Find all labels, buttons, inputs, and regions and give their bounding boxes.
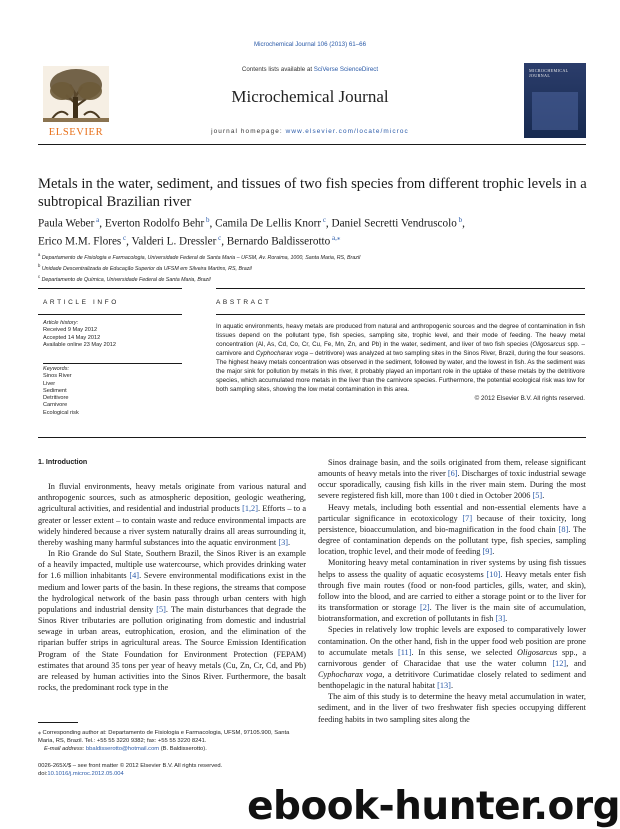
homepage-prefix: journal homepage: (211, 128, 286, 135)
author-affiliation-mark[interactable]: a (94, 216, 100, 224)
author-name[interactable]: , Valderi L. Dressler (126, 235, 217, 248)
reference-link[interactable]: [7] (462, 513, 473, 523)
section-heading-introduction: 1. Introduction (38, 458, 88, 466)
reference-link[interactable]: [9] (482, 547, 493, 557)
author-name[interactable]: , Bernardo Baldisserotto (221, 235, 331, 248)
reference-link[interactable]: [2] (419, 603, 430, 613)
cover-title-text: MICROCHEMICAL JOURNAL (529, 68, 569, 78)
front-matter (38, 762, 306, 778)
email-label: E-mail address: (44, 746, 85, 752)
author-name[interactable]: , Daniel Secretti Vendruscolo (325, 217, 457, 230)
reference-link[interactable]: [1,2] (242, 504, 258, 514)
species-name: Oligosarcus (517, 647, 558, 657)
keywords-rule (43, 363, 182, 364)
body-paragraph (318, 624, 586, 691)
body-text: spp., a carnivorous gender of Characidae that use the water column (318, 647, 586, 668)
body-text: . (450, 681, 454, 691)
reference-link[interactable]: [13] (437, 681, 451, 691)
reference-link[interactable]: [3] (278, 537, 289, 547)
body-paragraph (318, 691, 586, 724)
body-paragraph (38, 481, 306, 548)
article-history (43, 320, 183, 349)
body-text: . In this sense, we selected (411, 647, 517, 657)
body-column-right (318, 457, 586, 725)
abstract-body (216, 323, 585, 393)
body-text: . (288, 537, 291, 547)
affiliation-list (38, 251, 588, 284)
author-line-2 (38, 231, 588, 249)
reference-link[interactable]: [3] (495, 614, 506, 624)
left-paragraphs (38, 481, 306, 693)
body-text: . Discharges of toxic industrial sewage occur sporadically, causing fish kills in the river main stem. During the most severe registered fish kill, more than 100 t died in October 2006 (318, 469, 586, 501)
author-affiliation-mark[interactable]: b (204, 216, 210, 224)
author-name[interactable]: , Everton Rodolfo Behr (99, 217, 205, 230)
keywords-block (43, 366, 183, 417)
body-text: Heavy metals, including both essential and non-essential elements have a particular significance in ecotoxicology (318, 502, 586, 523)
affiliation-mark: b (38, 262, 41, 268)
abstract-segment: In aquatic environments, heavy metals are produced from natural and anthropogenic sources and the degree of contamination in fish tissues depend on the pollutant type, fish species, sampling site, trophic level, and their mode of feeding. The heavy metal concentration (Al, As, Cd, Co, Cr, Cu, Fe, Mn, Zn, and Pb) in the water, sediment, and liver of two fish species ( (216, 323, 585, 349)
keyword-item: Carnivore (43, 402, 68, 409)
species-name: Cyphocharax voga (255, 350, 308, 358)
reference-link[interactable]: [5] (156, 604, 166, 614)
history-item: Available online 23 May 2012 (43, 341, 116, 348)
reference-link[interactable]: [5] (532, 491, 543, 501)
body-text: Monitoring heavy metal contamination in river systems by using fish tissues helps to assess the quality of aquatic ecosystems (318, 558, 586, 579)
email-suffix: (B. Baldisserotto). (159, 746, 207, 752)
body-text: , and (566, 658, 586, 668)
body-paragraph (318, 557, 586, 624)
author-name[interactable]: Paula Weber (38, 217, 95, 230)
abstract-rule-2 (216, 314, 585, 315)
contents-prefix: Contents lists available at (241, 66, 314, 73)
body-text: . Heavy metals enter fish through five main routes (food or non-food particles, gills, water, and skin), follow into the blood, and are carried to either a storage point or to the liver for its transformation or storage (318, 569, 586, 613)
keywords-label: Keywords: (43, 366, 70, 372)
body-paragraph (318, 502, 586, 558)
body-text: . (542, 491, 545, 501)
species-name: Oligosarcus (532, 341, 566, 349)
body-text: . Severe environmental modifications exist in the medium and lower parts of the basin. In these regions, the streams that compose the hydrological network of the basin pass through urban centers with high populations and industrial density (38, 571, 306, 614)
affiliation-text: Departamento de Fisiologia e Farmacologia, Universidade Federal de Santa Maria – UFSM, Av. Roraima, 1000, Santa Maria, RS, Brazil (40, 254, 361, 261)
body-text: In fluvial environments, heavy metals originate from various natural and anthropogenic sources, such as atmospheric deposition, geologic weathering, agricultural activities, and residential and industrial products (38, 482, 306, 514)
keyword-item: Detritivore (43, 395, 69, 402)
history-item: Accepted 14 May 2012 (43, 334, 101, 341)
article-info-rule-2 (38, 314, 182, 315)
issn-line: 0026-265X/$ – see front matter © 2012 Elsevier B.V. All rights reserved. (38, 763, 223, 769)
author-affiliation-mark[interactable]: c (121, 234, 127, 243)
affiliation-item (38, 273, 588, 284)
body-text: . The degree of contamination depends on the pollutant type, fish species, sampling location, trophic level, and their mode of feeding (318, 524, 586, 557)
author-affiliation-mark[interactable]: b (456, 216, 463, 224)
body-text: Species in relatively low trophic levels are exposed to comparatively lower contamination. On the other hand, fish in the upper food web position are prone to accumulate metals (318, 625, 586, 657)
keyword-item: Ecological risk (43, 409, 79, 416)
author-affiliation-mark[interactable]: c (321, 216, 326, 224)
body-text: because of their toxicity, long persistence, bioaccumulation, and bio-magnification in the food chain (318, 513, 586, 534)
footnote-rule (38, 722, 78, 723)
article-info-heading: ARTICLE INFO (43, 299, 119, 306)
author-name[interactable]: , Camila De Lellis Knorr (209, 217, 322, 230)
doi-link[interactable]: 10.1016/j.microc.2012.05.004 (47, 771, 124, 777)
author-name[interactable]: Erico M.M. Flores (38, 235, 122, 248)
body-text: . The main disturbances that degrade the Sinos River tributaries are pollution originating from domestic and industrial sewage in urban areas, eutrophication, erosion, and the elimination of the riparian buffer strips in agricultural areas. The Source Emission Identification Program of the State Foundation for Environment Protection (FEPAM) estimates that around 35 tons per year of heavy metals (Cu, Zn, Cr, Cd, and Pb) are released by human activities into the Sinos River. Furthermore, the basalt rocks, the predominant rock type in the (38, 604, 306, 692)
abstract-rule (216, 288, 585, 289)
author-affiliation-mark[interactable]: c (216, 234, 222, 243)
cover-graphic (532, 92, 578, 130)
affiliation-text: Departamento de Química, Universidade Federal de Santa Maria, Brazil (40, 276, 211, 283)
article-title: Metals in the water, sediment, and tissues of two fish species from different trophic levels in a subtropical Brazilian river (38, 176, 587, 210)
body-separator-rule (38, 437, 586, 438)
body-text: , a detritivore Curimatidae closely related to sediment and benthopelagic in the natural habitat (318, 669, 586, 691)
author-affiliation-mark[interactable]: a,⁎ (330, 234, 341, 243)
abstract-text (216, 322, 585, 403)
body-column-left (38, 457, 306, 693)
reference-link[interactable]: [10] (486, 569, 501, 579)
history-item: Received 9 May 2012 (43, 327, 98, 334)
body-paragraph (38, 548, 306, 693)
abstract-copyright: © 2012 Elsevier B.V. All rights reserved. (474, 395, 585, 403)
footnote-text: Corresponding author at: Departamento de Fisiologia e Farmacologia, UFSM, 97105.900, Santa Maria, RS, Brazil. Tel.: +55 55 3220 9382; fax: +55 55 3220 8241. (38, 730, 290, 744)
body-text: . The liver is the main site of accumulation, biotransformation, and excretion of pollutants in fish (318, 603, 586, 624)
email-link[interactable]: bbaldisserotto@hotmail.com (85, 746, 160, 752)
body-text: . Efforts – to a greater or lesser extent – to contain waste and reduce environmental impacts are widely hindered because a river system naturally drains all areas surrounding it, thereby washing many harmful substances into the aquatic environment (38, 504, 306, 547)
right-paragraphs (318, 457, 586, 725)
body-text: . (505, 614, 508, 624)
affiliation-item (38, 251, 588, 262)
sciencedirect-link[interactable]: SciVerse ScienceDirect (313, 66, 379, 73)
history-label: Article history: (43, 320, 79, 326)
author-line-1 (38, 213, 588, 231)
journal-citation[interactable]: Microchemical Journal 106 (2013) 61–66 (253, 41, 367, 48)
body-paragraph (318, 457, 586, 502)
homepage-link[interactable]: www.elsevier.com/locate/microc (285, 128, 409, 135)
keyword-item: Sediment (43, 387, 67, 394)
abstract-segment: spp. – carnivore and (216, 341, 585, 358)
author-name[interactable]: , (462, 217, 465, 230)
reference-link[interactable]: [11] (397, 647, 412, 657)
abstract-heading: ABSTRACT (216, 299, 272, 306)
body-text: Sinos drainage basin, and the soils originated from them, release significant amounts of heavy metals into the river (318, 458, 586, 479)
elsevier-wordmark: ELSEVIER (48, 127, 104, 138)
reference-link[interactable]: [4] (129, 571, 140, 581)
journal-title: Microchemical Journal (231, 87, 389, 106)
keyword-item: Sinos River (43, 373, 72, 380)
reference-link[interactable]: [8] (558, 524, 569, 534)
abstract-segment: – detritivore) was analyzed at two sampling sites in the Sinos River, Brazil, during the four seasons. The highest heavy metals concentration was observed in the sediment, followed by water, and the lowest in fish. As the sediment was the major sink for pollution by metals in this river, it probably played an important role in the uptake of these metals by the detritivore species, which accumulated more metals in the liver than the carnivore species. Furthermore, the potential ecological risk was low for both sampling sites, showing the low metal contamination in this area. (216, 350, 585, 394)
species-name: Cyphocharax voga (318, 669, 383, 679)
reference-link[interactable]: [6] (447, 469, 458, 479)
affiliation-item (38, 262, 588, 273)
watermark-text: ebook-hunter.org (247, 784, 620, 829)
affiliation-text: Unidade Descentralizada de Educação Superior da UFSM em Silveira Martins, RS, Brazil (40, 265, 252, 272)
article-info-rule (38, 288, 182, 289)
affiliation-mark: c (38, 273, 41, 279)
body-text: . (492, 547, 495, 557)
author-list (38, 213, 588, 249)
history-list (43, 327, 183, 349)
keyword-list (43, 373, 183, 417)
body-text: In Rio Grande do Sul State, Southern Brazil, the Sinos River is an example of a heavily impacted, multiple use watercourse, which provides drinking water for 1.6 million inhabitants (38, 549, 306, 581)
body-text: The aim of this study is to determine the heavy metal accumulation in water, sediment, and in the liver of two freshwater fish species occupying different feeding habits in two sampling sites along the (318, 692, 586, 724)
doi-label: doi: (38, 771, 48, 777)
footnote-mark: ⁎ (38, 730, 41, 736)
affiliation-mark: a (38, 252, 41, 257)
reference-link[interactable]: [12] (552, 658, 567, 668)
keyword-item: Liver (43, 380, 56, 387)
corresponding-author-footnote (38, 729, 306, 753)
